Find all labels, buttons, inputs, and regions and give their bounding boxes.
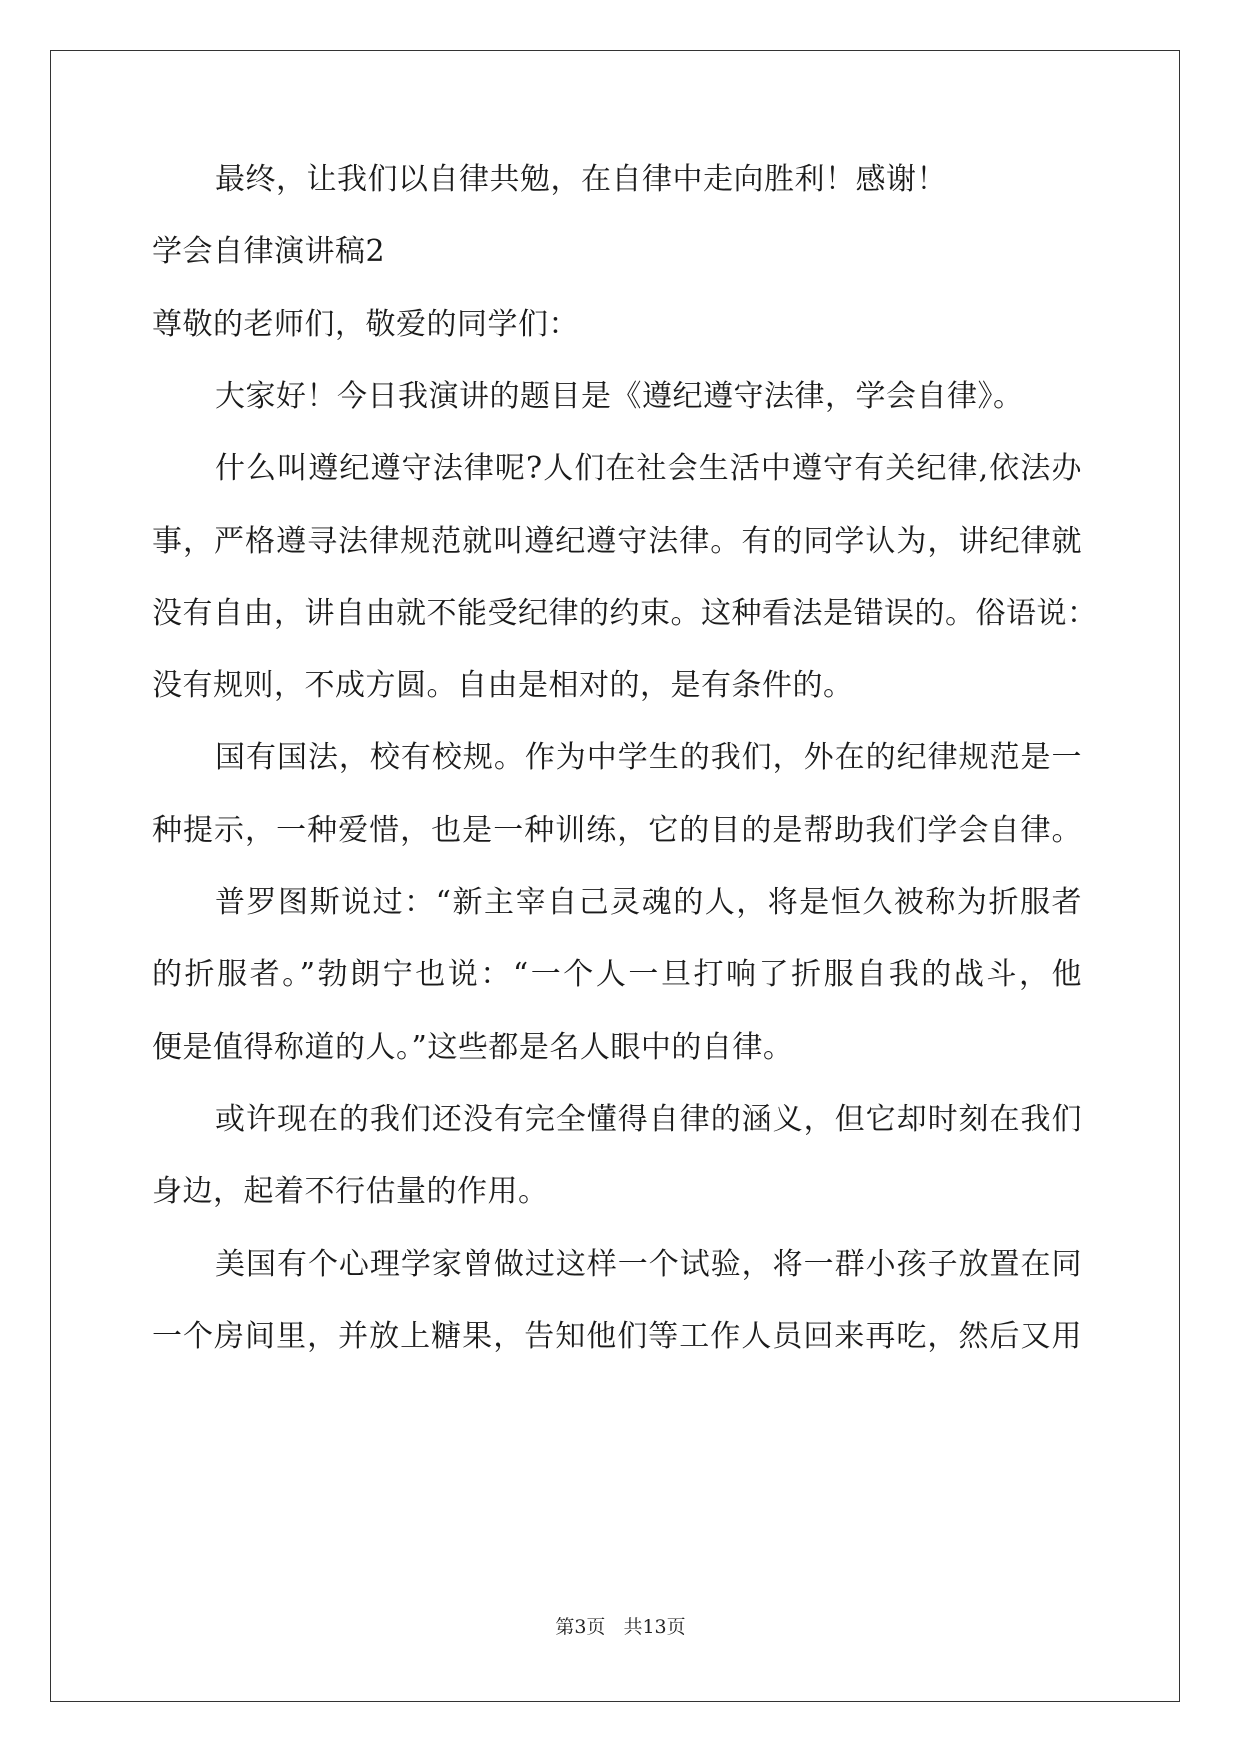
text-line: 的折服者。”勃朗宁也说：“一个人一旦打响了折服自我的战斗，他 [152,957,1082,993]
text-line: 一个房间里，并放上糖果，告知他们等工作人员回来再吃，然后又用 [152,1318,1082,1354]
text-line: 普罗图斯说过：“新主宰自己灵魂的人，将是恒久被称为折服者 [215,885,1082,920]
text-line: 最终，让我们以自律共勉，在自律中走向胜利！感谢！ [215,162,947,197]
text-line: 大家好！今日我演讲的题目是《遵纪遵守法律，学会自律》。 [215,378,1024,414]
page-footer [0,1612,1241,1639]
text-line: 身边，起着不行估量的作用。 [152,1174,549,1210]
text-line: 种提示，一种爱惜，也是一种训练，它的目的是帮助我们学会自律。 [152,812,1082,848]
page-number: 第3页 [555,1616,606,1638]
text-line: 便是值得称道的人。”这些都是名人眼中的自律。 [152,1029,794,1065]
text-line: 美国有个心理学家曾做过这样一个试验，将一群小孩子放置在同 [215,1246,1082,1282]
text-line: 什么叫遵纪遵守法律呢?人们在社会生活中遵守有关纪律,依法办 [215,451,1082,487]
section-heading: 学会自律演讲稿2 [152,234,386,270]
text-line: 国有国法，校有校规。作为中学生的我们，外在的纪律规范是一 [215,740,1082,776]
page-total: 共13页 [623,1616,686,1638]
page-border [50,50,1180,1702]
text-line: 没有自由，讲自由就不能受纪律的约束。这种看法是错误的。俗语说： [152,595,1098,631]
text-line: 或许现在的我们还没有完全懂得自律的涵义，但它却时刻在我们 [215,1101,1082,1137]
salutation: 尊敬的老师们，敬爱的同学们： [152,306,579,342]
text-line: 事，严格遵寻法律规范就叫遵纪遵守法律。有的同学认为，讲纪律就 [152,523,1082,559]
text-line: 没有规则，不成方圆。自由是相对的，是有条件的。 [152,668,854,704]
